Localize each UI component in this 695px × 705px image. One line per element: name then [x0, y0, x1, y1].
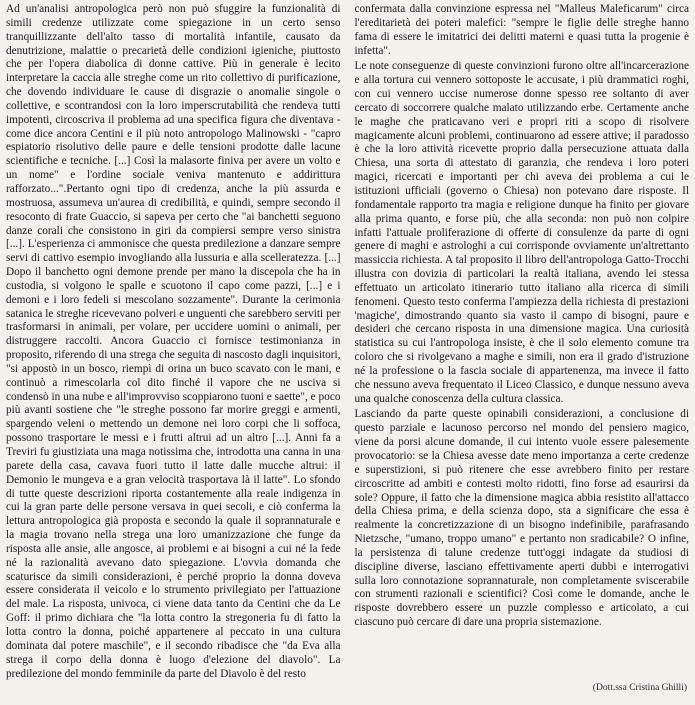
right-column — [355, 3, 690, 705]
paragraph: confermata dalla convinzione espressa nel "Malleus Maleficarum" circa l'ereditarietà dei poteri malefici: "sempre le figlie delle streghe hanno fama di essere le imitatrici dei delitti materni e quasi tutta la progenie è infetta". — [354, 3, 689, 57]
left-column — [6, 3, 341, 705]
author-signature: (Dott.ssa Cristina Ghilli) — [592, 683, 687, 693]
paragraph: Ad un'analisi antropologica però non può sfuggire la funzionalità di simili credenze utilizzate come spiegazione in un certo senso tranquillizzante dell'alto tasso di mortalità infantile, causato da denutrizione, malattie o precarietà delle condizioni igieniche, piuttosto che per l'opera diabolica di donne cattive. Più in generale è lecito interpretare la caccia alle streghe come un rito collettivo di purificazione, che dovendo individuare le cause di disgrazie o anomalie singole o collettive, e scontrandosi con la loro imperscrutabilità che rendeva tutti impotenti, circoscriva il problema ad una specifica figura che diventava - come dice ancora Centini e il più noto antropologo Malinowski - "capro espiatorio risolutivo delle paure e delle tensioni prodotte dalle lacune scientifiche e tecniche. [...] Così la malasorte finiva per avere un volto e un nome" e l'ordine sociale veniva mantenuto e addirittura rafforzato...".Pertanto ogni tipo di credenza, anche la più assurda e mostruosa, assumeva un'aurea di credibilità, e quindi, sempre secondo il resoconto di frate Guaccio, si sapeva per certo che "ai banchetti seguono danze corali che consistono in giri da compiersi sempre verso sinistra [...]. L'esperienza ci ammonisce che questa predilezione a danzare sempre servi di cattivo esempio invogliando alla lussuria e alla scelleratezza. [...] Dopo il banchetto ogni demone prende per mano la discepola che ha in custodia, si volgono le spalle e scuotono il capo come pazzi, [...] e i demoni e i loro fedeli si mescolano sozzamente". Durante la cerimonia satanica le streghe ricevevano polveri e unguenti che sarebbero serviti per trasformarsi in animali, per volare, per uccidere uomini o animali, per distruggere raccolti. Ancora Guaccio ci fornisce testimonianza in proposito, riferendo di una strega che seguita di nascosto dagli inquisitori, "si appostò in un bosco, riempì di orina un buco scavato con le mani, e continuò a rimescolarla col dito finché il vapore che ne usciva si condensò in una nube e all'improvviso scoppiarono tuoni e saette", e poco più avanti sostiene che "le streghe possono far morire greggi e armenti, spargendo veleni o mettendo un demone nei loro corpi che li soffoca, possono trasportare le messi e i frutti altrui ad un altro [...]. Anni fa a Treviri fu giustiziata una maga notissima che, introdotta una canna in una parete della casa, cavava fuori tutto il latte dalle mucche altrui: il Demonio le mungeva e a gran velocità trasportava là il latte". Lo sfondo di tutte queste descrizioni riporta costantemente alla reale indigenza in cui la gran parte delle persone versava in quei secoli, e ciò conferma la lettura antropologica già proposta e secondo la quale il soprannaturale e la magia trovano nella strega una loro umanizzazione che funge da risposta alle ansie, alle angosce, ai problemi e ai bisogni a cui né la fede né la razionalità avevano dato spiegazione. L'ovvia domanda che scaturisce da simili considerazioni, è perché proprio la donna doveva essere considerata il veicolo e lo strumento privilegiato per l'attuazione del male. La risposta, univoca, ci viene data tanto da Centini che da Le Goff: il primo dichiara che "la lotta contro la stregoneria fu di fatto la lotta contro la donna, poiché appartenere al peccato in una cultura dominata dal potere maschile", e il secondo ribadisce che "da Eva alla strega il corpo della donna è luogo d'elezione del diavolo". La predilezione del mondo femminile da parte del Diavolo è del resto — [6, 3, 341, 680]
paragraph: Lasciando da parte queste opinabili considerazioni, a conclusione di questo parziale e lacunoso percorso nel mondo del pensiero magico, viene da porsi alcune domande, il cui intento vuole essere palesemente provocatorio: se la Chiesa avesse date meno importanza a certe credenze e superstizioni, si può ritenere che esse avrebbero finito per restare circoscritte ad ambiti e contesti molto ridotti, fino forse ad esaurirsi da sole? Oppure, il fatto che la dimensione magica abbia resistito all'attacco della Chiesa prima, e della scienza dopo, sta a significare che essa è realmente la concretizzazione di un bisogno indefinibile, parafrasando Nietzsche, "umano, troppo umano" e pertanto non sradicabile? O infine, la persistenza di talune credenze tutt'oggi indagate da studiosi di discipline diverse, lasciano effettivamente aperti dubbi e interrogativi sulla loro connotazione soprannaturale, non completamente sviscerabile con strumenti razionali e scientifici? Così come le domande, anche le risposte dovrebbero essere un puzzle complesso e articolato, a cui ciascuno può cercare di dare una propria sistemazione. — [354, 408, 689, 629]
paragraph: Le note conseguenze di queste convinzioni furono oltre all'incarcerazione e alla tortura cui vennero sottoposte le accusate, i più drammatici roghi, con cui vennero uccise numerose donne spesso ree soltanto di aver cercato di soccorrere qualche malato utilizzando erbe. Certamente anche le maghe che praticavano veri e propri riti a scopo di risolvere magicamente alcuni problemi, continuarono ad essere attive; il paradosso è che la loro attività ricevette proprio dalla persecuzione attuata dalla Chiesa, una sorta di attestato di garanzia, che rendeva i loro poteri magici, ricercati e importanti per chi aveva dei problema a cui le istituzioni ufficiali (governo o Chiesa) non potevano dare risposte. Il fondamentale rapporto tra magia e religione dunque ha finito per giovare alla prima quanto, e forse più, che alla seconda: non può non colpire infatti l'attuale proliferazione di offerte di consulenze da parte di ogni genere di maghi e astrologhi a cui corrisponde ovviamente un'altrettanto massiccia richiesta. A tal proposito il libro dell'antropologa Gatto-Trocchi illustra con dovizia di particolari la realtà italiana, avendo lei stessa effettuato un articolato itinerario tutto italiano alla ricerca di simili fenomeni. Questo testo conferma l'ampiezza della richiesta di prestazioni 'magiche', dimostrando quanto sia vasto il campo di bisogni, paure e desideri che cercano risposta in una dimensione magica. Una curiosità statistica su cui l'antropologa insiste, è che il solo elemento comune tra coloro che si rivolgevano a maghe e simili, non era il grado d'istruzione né la professione o la fascia sociale di appartenenza, ma invece il fatto che nessuno aveva frequentato il Liceo Classico, e dunque nessuno aveva una qualche conoscenza della cultura classica. — [354, 60, 689, 405]
